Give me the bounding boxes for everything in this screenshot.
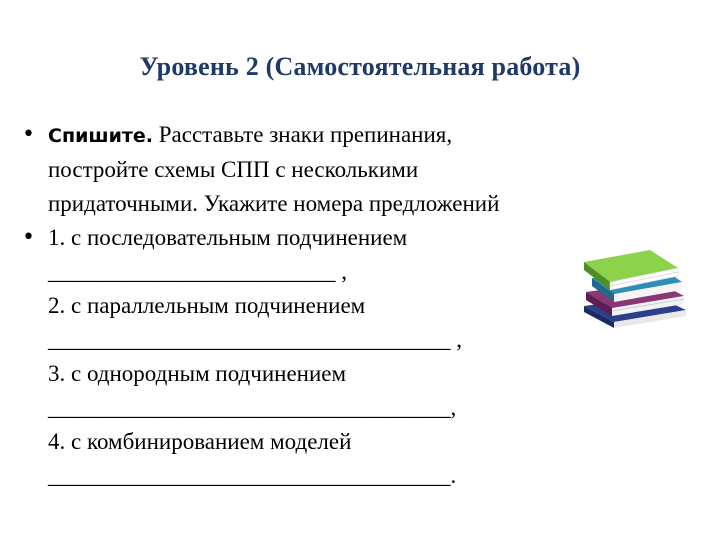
task-instruction <box>22 118 672 221</box>
instruction-line-2: постройте схемы СПП с несколькими <box>48 157 419 182</box>
item-label-3: 3. с однородным подчинением <box>48 361 347 386</box>
slide-title: Уровень 2 (Самостоятельная работа) <box>139 52 581 81</box>
instruction-line-3: придаточными. Укажите номера предложений <box>48 191 500 216</box>
stack-of-books-icon <box>578 248 690 330</box>
item-label-1: 1. с последовательным подчинением <box>48 225 408 250</box>
instruction-text-1: Расставьте знаки препинания, <box>153 122 453 147</box>
item-blank-4: ___________________________________. <box>48 463 457 488</box>
bullet-icon: • <box>22 225 35 250</box>
item-label-4: 4. с комбинированием моделей <box>48 429 352 454</box>
bullet-icon: • <box>22 122 35 147</box>
item-blank-1: _________________________ , <box>48 259 347 284</box>
item-blank-2: ___________________________________ , <box>48 327 462 352</box>
task-list <box>22 118 672 493</box>
item-label-2: 2. с параллельным подчинением <box>48 293 366 318</box>
task-items <box>22 221 672 493</box>
item-blank-3: ___________________________________, <box>48 395 457 420</box>
instruction-line-1 <box>48 118 672 153</box>
instruction-lead: Спишите. <box>48 125 153 147</box>
